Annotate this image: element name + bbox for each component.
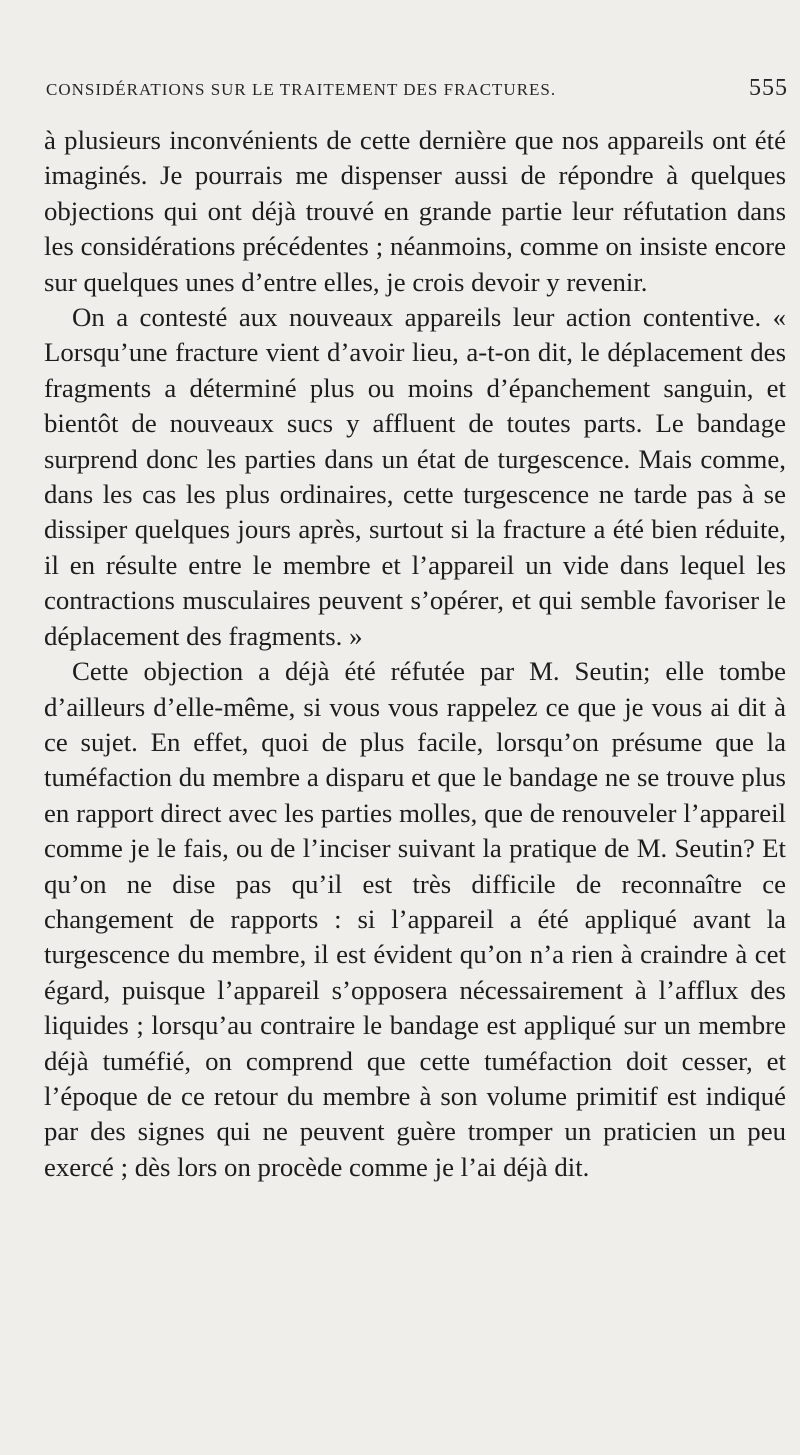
page-number: 555 xyxy=(749,75,788,101)
running-title: CONSIDÉRATIONS SUR LE TRAITEMENT DES FRACTURES. xyxy=(46,80,557,99)
running-head xyxy=(46,75,788,110)
paragraph-refutation: Cette objection a déjà été réfutée par M. Seutin; elle tombe d’ailleurs d’elle-même, si vous vous rappelez ce que je vous ai dit à ce sujet. En effet, quoi de plus facile, lorsqu’on présume que la tuméfaction du membre a disparu et que le bandage ne se trouve plus en rapport direct avec les parties molles, que de renouveler l’appareil comme je le fais, ou de l’inciser suivant la pratique de M. Seutin? Et qu’on ne dise pas qu’il est très difficile de reconnaître ce changement de rapports : si l’appareil a été appliqué avant la turgescence du membre, il est évident qu’on n’a rien à craindre à cet égard, puisque l’appareil s’opposera nécessairement à l’afflux des liquides ; lorsqu’au contraire le bandage est appliqué sur un membre déjà tuméfié, on comprend que cette tuméfaction doit cesser, et l’époque de ce retour du membre à son volume primitif est indiqué par des signes qui ne peuvent guère tromper un praticien un peu exercé ; dès lors on procède comme je l’ai déjà dit. xyxy=(44,656,786,1182)
body-text xyxy=(44,123,786,1185)
paragraph-continuation: à plusieurs inconvénients de cette dernière que nos appareils ont été imaginés. Je pourrais me dispenser aussi de répondre à quelques objections qui ont déjà trouvé en grande partie leur réfutation dans les considérations précédentes ; néanmoins, comme on insiste encore sur quelques unes d’entre elles, je crois devoir y revenir. xyxy=(44,125,786,297)
paragraph-objection: On a contesté aux nouveaux appareils leur action contentive. « Lorsqu’une fracture vient d’avoir lieu, a-t-on dit, le déplacement des fragments a déterminé plus ou moins d’épanchement sanguin, et bientôt de nouveaux sucs y affluent de toutes parts. Le bandage surprend donc les parties dans un état de turgescence. Mais comme, dans les cas les plus ordinaires, cette turgescence ne tarde pas à se dissiper quelques jours après, surtout si la fracture a été bien réduite, il en résulte entre le membre et l’appareil un vide dans lequel les contractions musculaires peuvent s’opérer, et qui semble favoriser le déplacement des fragments. » xyxy=(44,302,786,651)
